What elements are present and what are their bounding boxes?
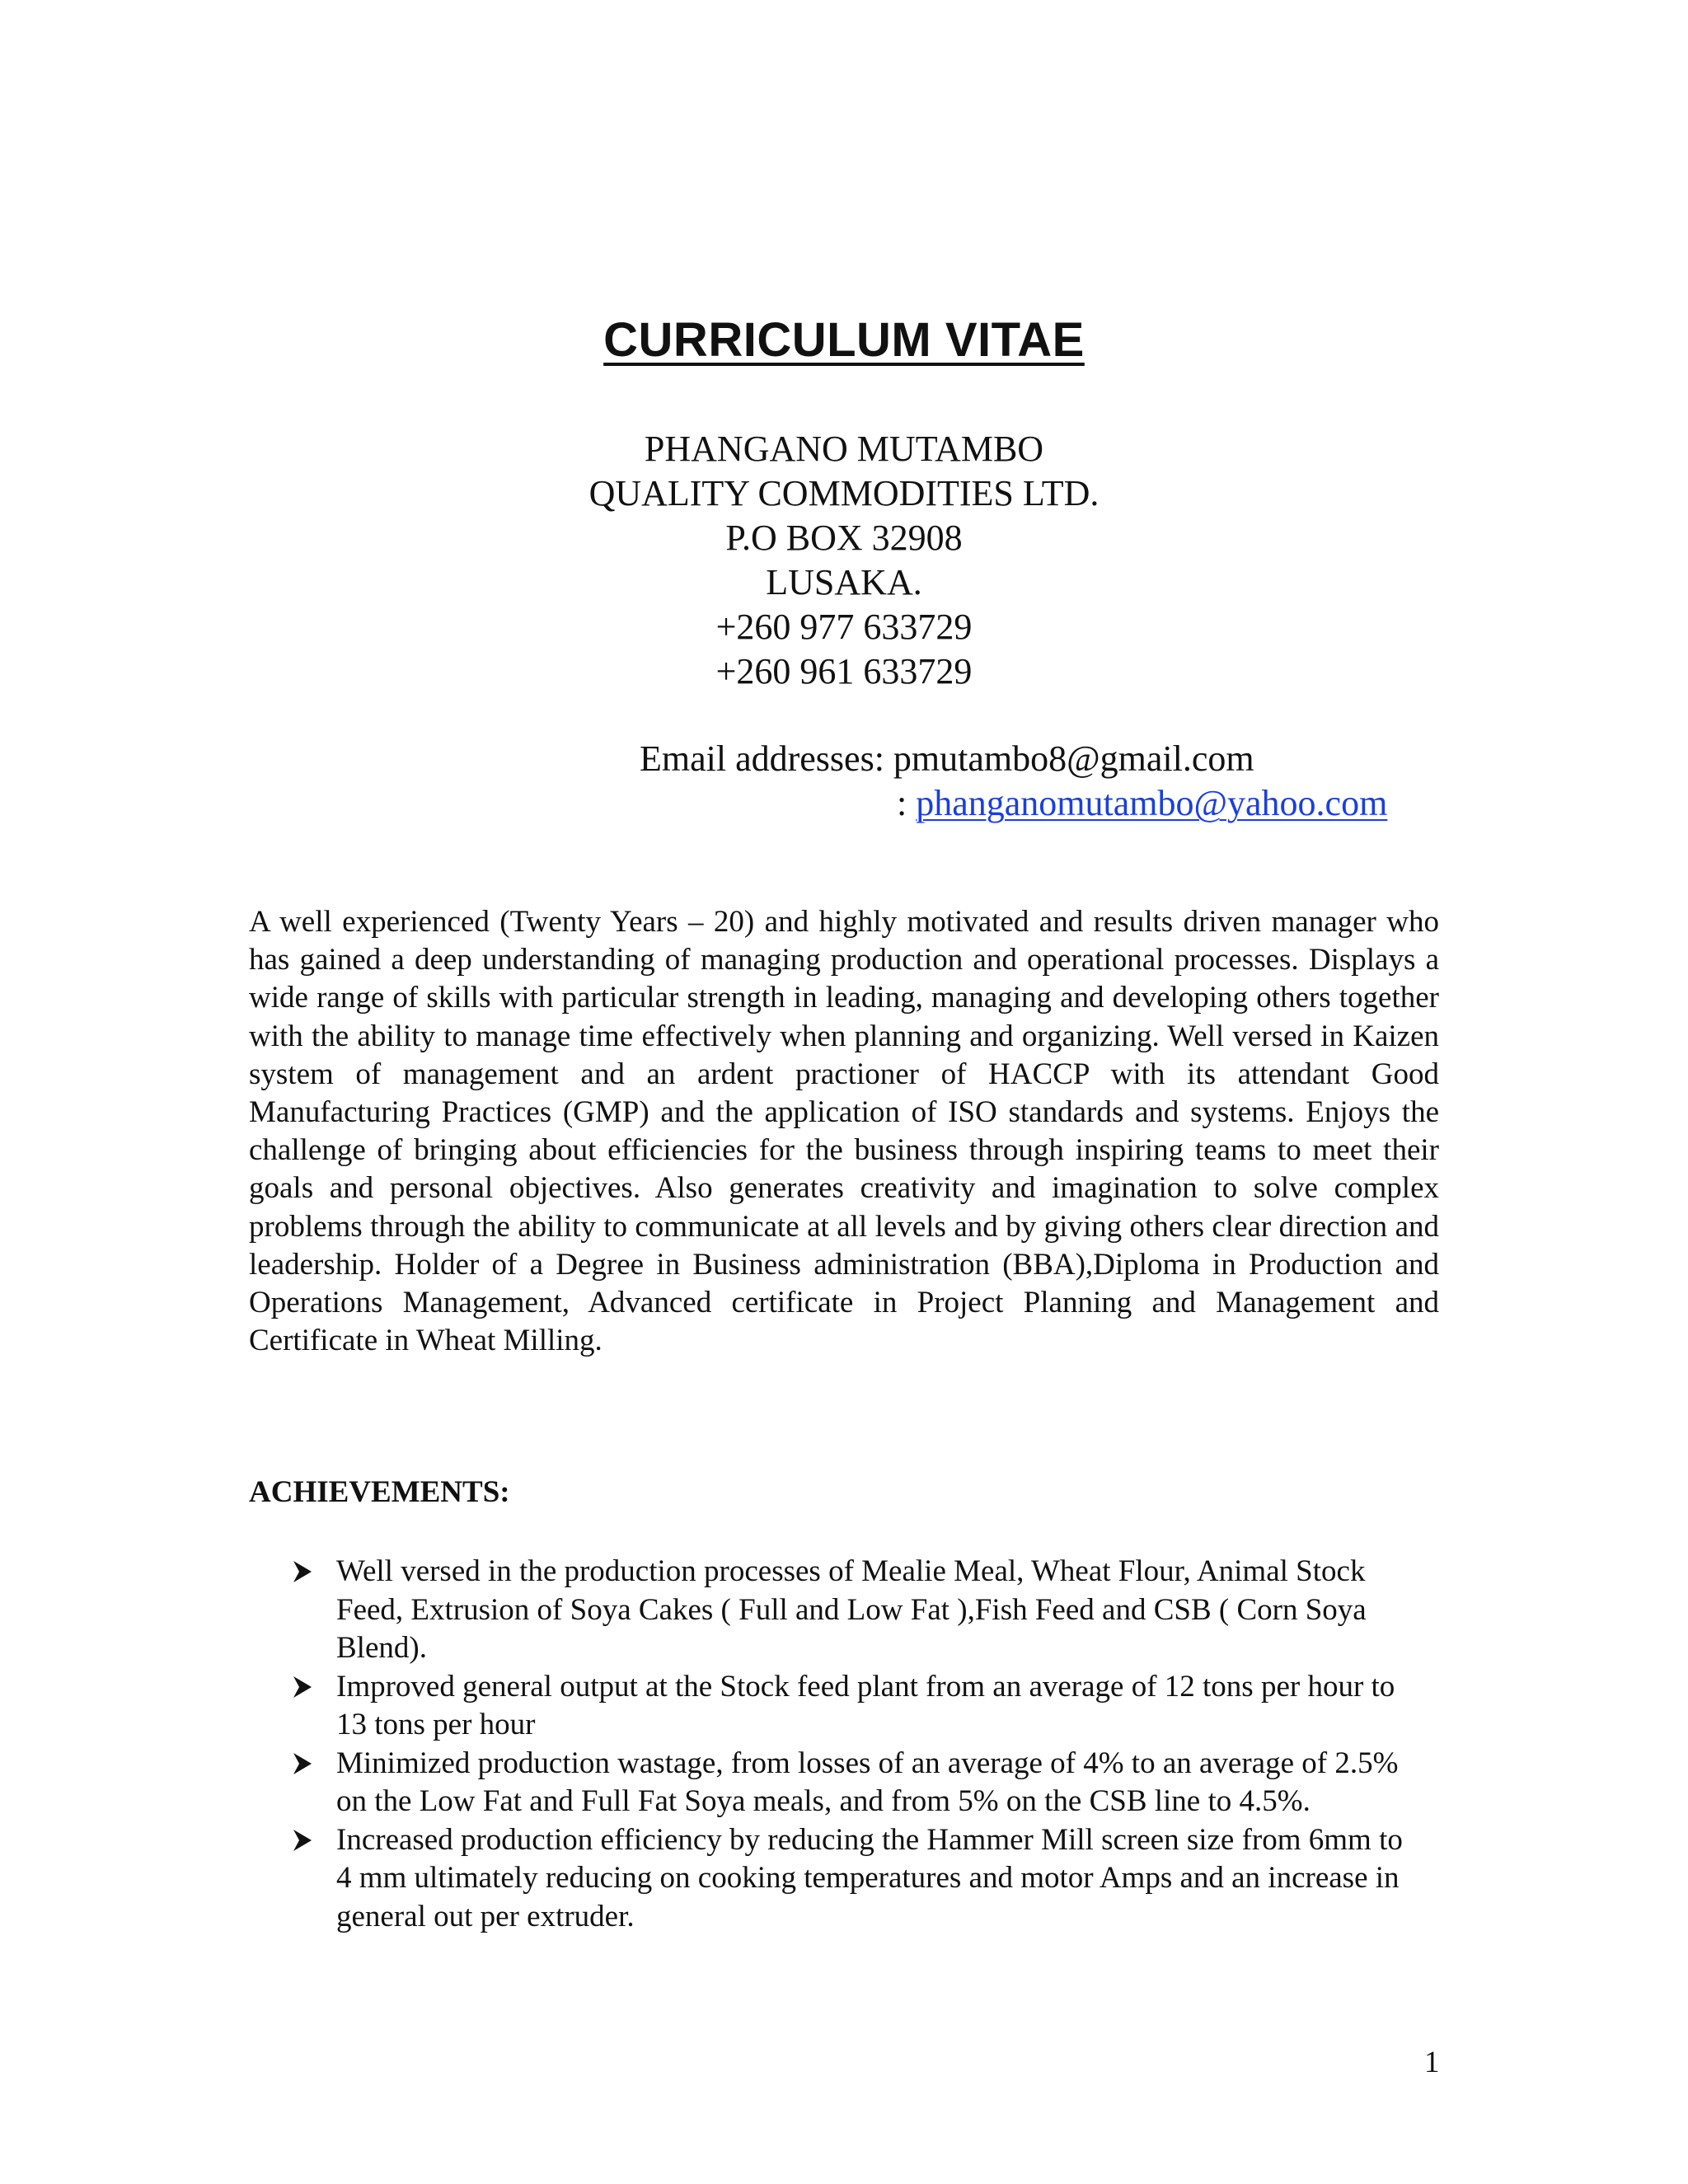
achievement-text: Improved general output at the Stock feed plant from an average of 12 tons per hour to 13 tons per hour (336, 1669, 1395, 1741)
contact-city: LUSAKA. (766, 562, 922, 602)
achievement-text: Well versed in the production processes of Mealie Meal, Wheat Flour, Animal Stock Feed, Extrusion of Soya Cakes ( Full and Low Fat ),Fish Feed and CSB ( Corn Soya Blend). (336, 1554, 1367, 1665)
contact-block (0, 427, 1688, 694)
list-item (249, 1821, 1424, 1937)
achievements-list (249, 1553, 1444, 1936)
arrowhead-bullet-icon (290, 1821, 315, 1859)
arrowhead-bullet-icon (290, 1553, 315, 1591)
email-link[interactable]: phanganomutambo@yahoo.com (916, 783, 1388, 823)
email-prefix: : (897, 783, 917, 823)
list-item (249, 1745, 1424, 1821)
arrowhead-bullet-icon (290, 1668, 315, 1706)
profile-summary: A well experienced (Twenty Years – 20) and highly motivated and results driven manager who has gained a deep understanding of managing production and operational processes. Displays a wide range of skills with particular strength in leading, managing and developing others together with the ability to manage time effectively when planning and organizing. Well versed in Kaizen system of management and an ardent practioner of HACCP with its attendant Good Manufacturing Practices (GMP) and the application of ISO standards and systems. Enjoys the challenge of bringing about efficiencies for the business through inspiring teams to meet their goals and personal objectives. Also generates creativity and imagination to solve complex problems through the ability to communicate at all levels and by giving others clear direction and leadership. Holder of a Degree in Business administration (BBA),Diploma in Production and Operations Management, Advanced certificate in Project Planning and Management and Certificate in Wheat Milling. (249, 905, 1439, 1358)
contact-company: QUALITY COMMODITIES LTD. (588, 473, 1100, 513)
contact-phone-2: +260 961 633729 (715, 651, 973, 691)
contact-po-box: P.O BOX 32908 (725, 518, 963, 558)
list-item (249, 1553, 1424, 1668)
achievement-text: Increased production efficiency by reducing the Hammer Mill screen size from 6mm to 4 mm ultimately reducing on cooking temperatures and motor Amps and an increase in general out per extruder. (336, 1822, 1403, 1933)
contact-phone-1: +260 977 633729 (715, 607, 973, 647)
achievements-heading: ACHIEVEMENTS: (249, 1475, 510, 1509)
contact-name: PHANGANO MUTAMBO (644, 429, 1044, 469)
achievement-text: Minimized production wastage, from losses of an average of 4% to an average of 2.5% on the Low Fat and Full Fat Soya meals, and from 5% on the CSB line to 4.5%. (336, 1746, 1399, 1818)
email-row-secondary (897, 781, 1387, 826)
document-title: CURRICULUM VITAE (603, 313, 1085, 367)
page-number: 1 (1424, 2046, 1440, 2079)
email-label: Email addresses: pmutambo8@gmail.com (640, 738, 1254, 779)
list-item (249, 1668, 1424, 1745)
arrowhead-bullet-icon (290, 1745, 315, 1783)
